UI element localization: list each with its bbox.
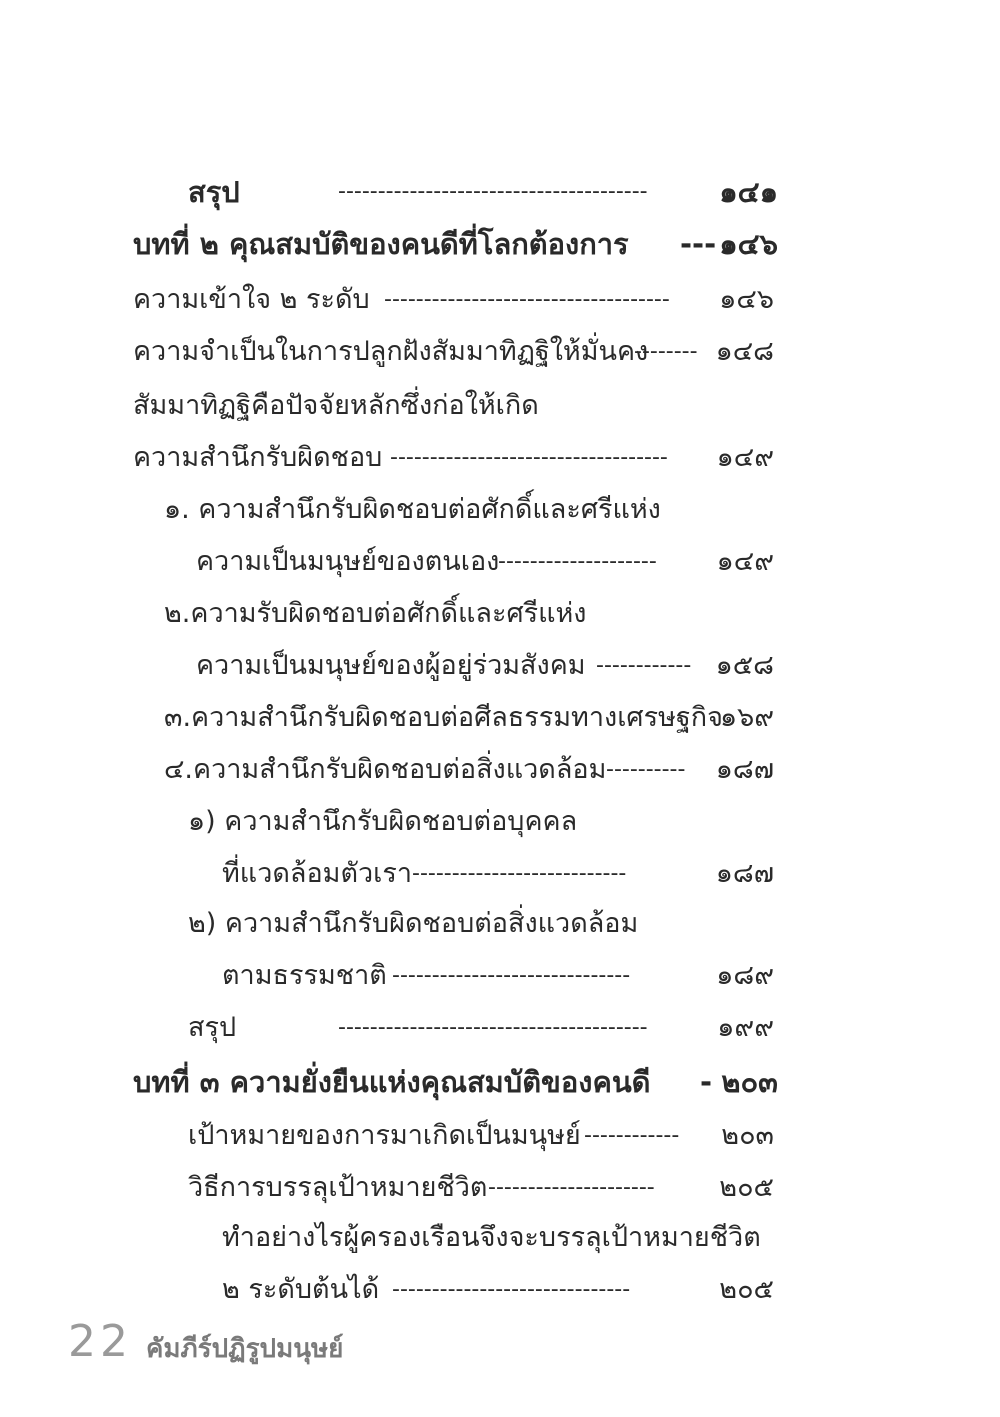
toc-leader: --- (680, 227, 717, 261)
toc-entry-title: สรุป (188, 175, 240, 209)
toc-leader: ----------------------------------- (390, 445, 668, 470)
toc-entry-title: ความสำนึกรับผิดชอบ (133, 442, 383, 473)
toc-leader: ------------ (584, 1123, 680, 1148)
toc-page-number: ๑๔๖ (719, 227, 778, 261)
toc-page-number: ๑๔๙ (716, 442, 774, 473)
toc-page-number: ๑๘๗ (715, 858, 774, 889)
toc-entry (0, 326, 1000, 378)
toc-page-number: ๒๐๓ (721, 1120, 774, 1151)
toc-page-number: ๑๕๘ (715, 650, 774, 681)
toc-page-number: ๑๔๙ (716, 546, 774, 577)
toc-entry (0, 898, 1000, 950)
toc-page-number: ๑๖๙ (719, 702, 774, 733)
toc-leader: --------------------------------------- (338, 179, 648, 204)
footer-book-title: คัมภีร์ปฏิรูปมนุษย์ (146, 1334, 344, 1364)
toc-entry-title: ๒ ระดับต้นได้ (222, 1274, 380, 1305)
toc-entry (0, 1162, 1000, 1214)
toc-page-number: ๑๘๗ (715, 754, 774, 785)
toc-entry-title: ๑. ความสำนึกรับผิดชอบต่อศักดิ์และศรีแห่ง (164, 494, 661, 525)
toc-leader: --------------------------- (412, 861, 627, 886)
toc-entry (0, 640, 1000, 692)
toc-leader: ------------------------------------ (384, 287, 670, 312)
toc-entry-title: ความเป็นมนุษย์ของผู้อยู่ร่วมสังคม (196, 650, 586, 681)
toc-entry-title: เป้าหมายของการมาเกิดเป็นมนุษย์ (188, 1120, 581, 1151)
toc-entry-title: บทที่ ๓ ความยั่งยืนแห่งคุณสมบัติของคนดี (133, 1065, 651, 1099)
toc-entry-title: ๑) ความสำนึกรับผิดชอบต่อบุคคล (188, 806, 578, 837)
toc-entry (0, 744, 1000, 796)
toc-page-number: ๒๐๕ (719, 1274, 774, 1305)
toc-entry-title: ความเข้าใจ ๒ ระดับ (133, 284, 370, 315)
toc-page-number: ๑๙๙ (717, 1012, 774, 1043)
toc-page-number: ๑๔๘ (715, 336, 774, 367)
toc-page-number: ๒๐๓ (721, 1065, 778, 1099)
toc-entry-title: ๒) ความสำนึกรับผิดชอบต่อสิ่งแวดล้อม (188, 908, 639, 939)
toc-entry-title: สรุป (188, 1012, 237, 1043)
toc-entry (0, 432, 1000, 484)
toc-entry (0, 166, 1000, 218)
toc-entry (0, 380, 1000, 432)
toc-chapter-heading (0, 1056, 1000, 1108)
toc-entry-title: ๓.ความสำนึกรับผิดชอบต่อศีลธรรมทางเศรษฐกิจ (164, 702, 723, 733)
toc-entry (0, 950, 1000, 1002)
toc-entry-title: ทำอย่างไรผู้ครองเรือนจึงจะบรรลุเป้าหมายชีวิต (222, 1222, 761, 1253)
toc-leader: - (700, 1065, 713, 1099)
toc-entry (0, 588, 1000, 640)
toc-entry-title: ความเป็นมนุษย์ของตนเอง (196, 546, 500, 577)
toc-entry (0, 484, 1000, 536)
toc-leader: -------------------- (498, 549, 657, 574)
toc-chapter-heading (0, 218, 1000, 270)
toc-leader: ------------------------------ (392, 963, 631, 988)
toc-entry (0, 1110, 1000, 1162)
toc-entry (0, 536, 1000, 588)
toc-entry-title: วิธีการบรรลุเป้าหมายชีวิต (188, 1172, 488, 1203)
toc-entry (0, 274, 1000, 326)
toc-page-number: ๒๐๕ (719, 1172, 774, 1203)
toc-entry (0, 848, 1000, 900)
toc-leader: ------------------------------ (392, 1277, 631, 1302)
toc-entry-title: บทที่ ๒ คุณสมบัติของคนดีที่โลกต้องการ (133, 227, 629, 261)
toc-entry (0, 692, 1000, 744)
toc-page-number: ๑๔๖ (719, 284, 774, 315)
toc-page-number: ๑๔๑ (719, 175, 778, 209)
toc-page-number: ๑๘๙ (716, 960, 774, 991)
footer-page-number: 22 (68, 1316, 132, 1367)
toc-leader: --------------------- (488, 1175, 655, 1200)
toc-entry-title: ๒.ความรับผิดชอบต่อศักดิ์และศรีแห่ง (164, 598, 587, 629)
toc-leader: ------------ (596, 653, 692, 678)
toc-entry (0, 1212, 1000, 1264)
toc-entry-title: ๔.ความสำนึกรับผิดชอบต่อสิ่งแวดล้อม (164, 754, 607, 785)
toc-leader: ---------- (606, 757, 686, 782)
toc-entry-title: ตามธรรมชาติ (222, 960, 387, 991)
toc-entry-title: ที่แวดล้อมตัวเรา (222, 858, 413, 889)
toc-entry-title: สัมมาทิฏฐิคือปัจจัยหลักซึ่งก่อให้เกิด (133, 390, 539, 421)
toc-leader: -------- (634, 339, 698, 364)
toc-entry (0, 796, 1000, 848)
toc-entry-title: ความจำเป็นในการปลูกฝังสัมมาทิฏฐิให้มั่นคง (133, 336, 649, 367)
toc-entry (0, 1002, 1000, 1054)
toc-entry (0, 1264, 1000, 1316)
toc-leader: --------------------------------------- (338, 1015, 648, 1040)
